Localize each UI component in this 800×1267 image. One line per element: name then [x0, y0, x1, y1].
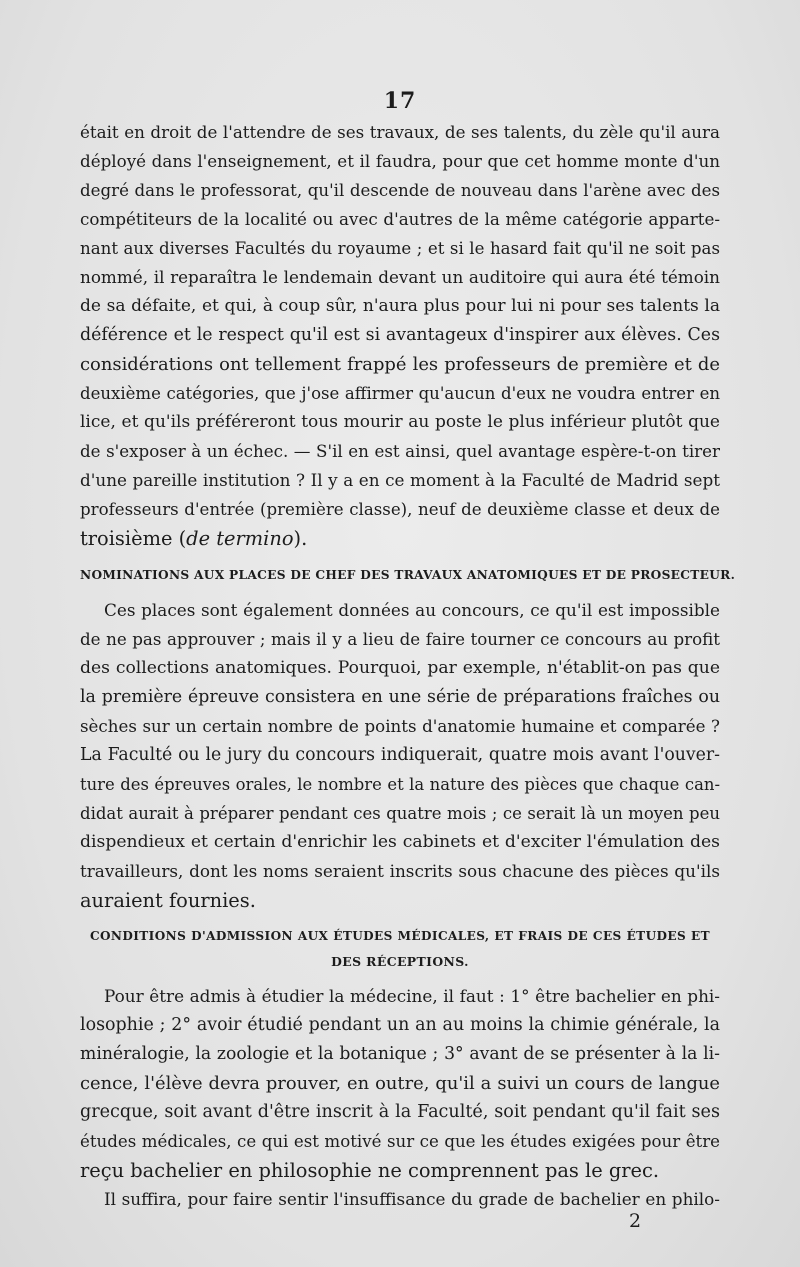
text-line: Ces places sont également données au concours, ce qu'il est impossible — [104, 600, 720, 620]
text-line: nommé, il reparaîtra le lendemain devant un auditoire qui aura été témoin — [80, 267, 720, 287]
section-heading — [90, 924, 710, 974]
text-line: des collections anatomiques. Pourquoi, par exemple, n'établit-on pas que — [80, 658, 720, 678]
text-line: cence, l'élève devra prouver, en outre, qu'il a suivi un cours de langue — [80, 1073, 720, 1094]
text-line: Pour être admis à étudier la médecine, il faut : 1° être bachelier en phi- — [104, 986, 720, 1006]
text-line — [80, 524, 720, 553]
text-line: études médicales, ce qui est motivé sur ce que les études exigées pour être — [80, 1132, 720, 1151]
text-line: déférence et le respect qu'il est si avantageux d'inspirer aux élèves. Ces — [80, 325, 720, 345]
text-line: minéralogie, la zoologie et la botanique ; 3° avant de se présenter à la li- — [80, 1044, 720, 1064]
text-line: Il suffira, pour faire sentir l'insuffisance du grade de bachelier en philo- — [104, 1189, 720, 1209]
text-line: était en droit de l'attendre de ses travaux, de ses talents, du zèle qu'il aura — [80, 122, 720, 142]
text-line: la première épreuve consistera en une série de préparations fraîches ou — [80, 687, 720, 707]
text-fragment: troisième ( — [80, 527, 187, 550]
text-line: grecque, soit avant d'être inscrit à la Faculté, soit pendant qu'il fait ses — [80, 1102, 720, 1122]
text-line: considérations ont tellement frappé les professeurs de première et de — [80, 354, 720, 375]
text-line: de ne pas approuver ; mais il y a lieu de faire tourner ce concours au profit — [80, 629, 720, 649]
section-heading: NOMINATIONS AUX PLACES DE CHEF DES TRAVAUX ANATOMIQUES ET DE PROSECTEUR. — [80, 568, 736, 582]
heading-line: CONDITIONS D'ADMISSION AUX ÉTUDES MÉDICALES, ET FRAIS DE CES ÉTUDES ET — [90, 929, 710, 943]
page-number: 17 — [383, 88, 417, 114]
text-line: auraient fournies. — [80, 889, 256, 912]
paragraph — [80, 596, 720, 915]
text-line: de sa défaite, et qui, à coup sûr, n'aura plus pour lui ni pour ses talents la — [80, 296, 720, 316]
text-line: professeurs d'entrée (première classe), neuf de deuxième classe et deux de — [80, 500, 720, 519]
text-line: ture des épreuves orales, le nombre et la nature des pièces que chaque can- — [80, 775, 720, 794]
text-line: degré dans le professorat, qu'il descende de nouveau dans l'arène avec des — [80, 181, 720, 200]
text-fragment: ). — [293, 527, 308, 550]
signature-mark: 2 — [629, 1210, 642, 1232]
text-line: lice, et qu'ils préféreront tous mourir au poste le plus inférieur plutôt que — [80, 412, 720, 432]
text-line: losophie ; 2° avoir étudié pendant un an au moins la chimie générale, la — [80, 1015, 720, 1035]
text-line: reçu bachelier en philosophie ne comprennent pas le grec. — [80, 1159, 660, 1182]
paragraph — [80, 982, 720, 1214]
text-line: travailleurs, dont les noms seraient inscrits sous chacune des pièces qu'ils — [80, 861, 720, 881]
text-line: compétiteurs de la localité ou avec d'autres de la même catégorie apparte- — [80, 209, 720, 229]
text-line: déployé dans l'enseignement, et il faudra, pour que cet homme monte d'un — [80, 151, 720, 171]
text-line: dispendieux et certain d'enrichir les cabinets et d'exciter l'émulation des — [80, 832, 720, 852]
heading-line: DES RÉCEPTIONS. — [331, 954, 469, 969]
text-line: didat aurait à préparer pendant ces quatre mois ; ce serait là un moyen peu — [80, 804, 720, 823]
text-line: d'une pareille institution ? Il y a en ce moment à la Faculté de Madrid sept — [80, 470, 720, 490]
text-line: nant aux diverses Facultés du royaume ; et si le hasard fait qu'il ne soit pas — [80, 239, 720, 258]
text-line: de s'exposer à un échec. — S'il en est ainsi, quel avantage espère-t-on tirer — [80, 442, 720, 461]
italic-term: de termino — [186, 527, 294, 550]
text-line: deuxième catégories, que j'ose affirmer qu'aucun d'eux ne voudra entrer en — [80, 384, 720, 403]
text-line: sèches sur un certain nombre de points d'anatomie humaine et comparée ? — [80, 717, 720, 736]
text-line: La Faculté ou le jury du concours indiquerait, quatre mois avant l'ouver- — [80, 745, 720, 765]
paragraph-continuation — [80, 118, 720, 553]
